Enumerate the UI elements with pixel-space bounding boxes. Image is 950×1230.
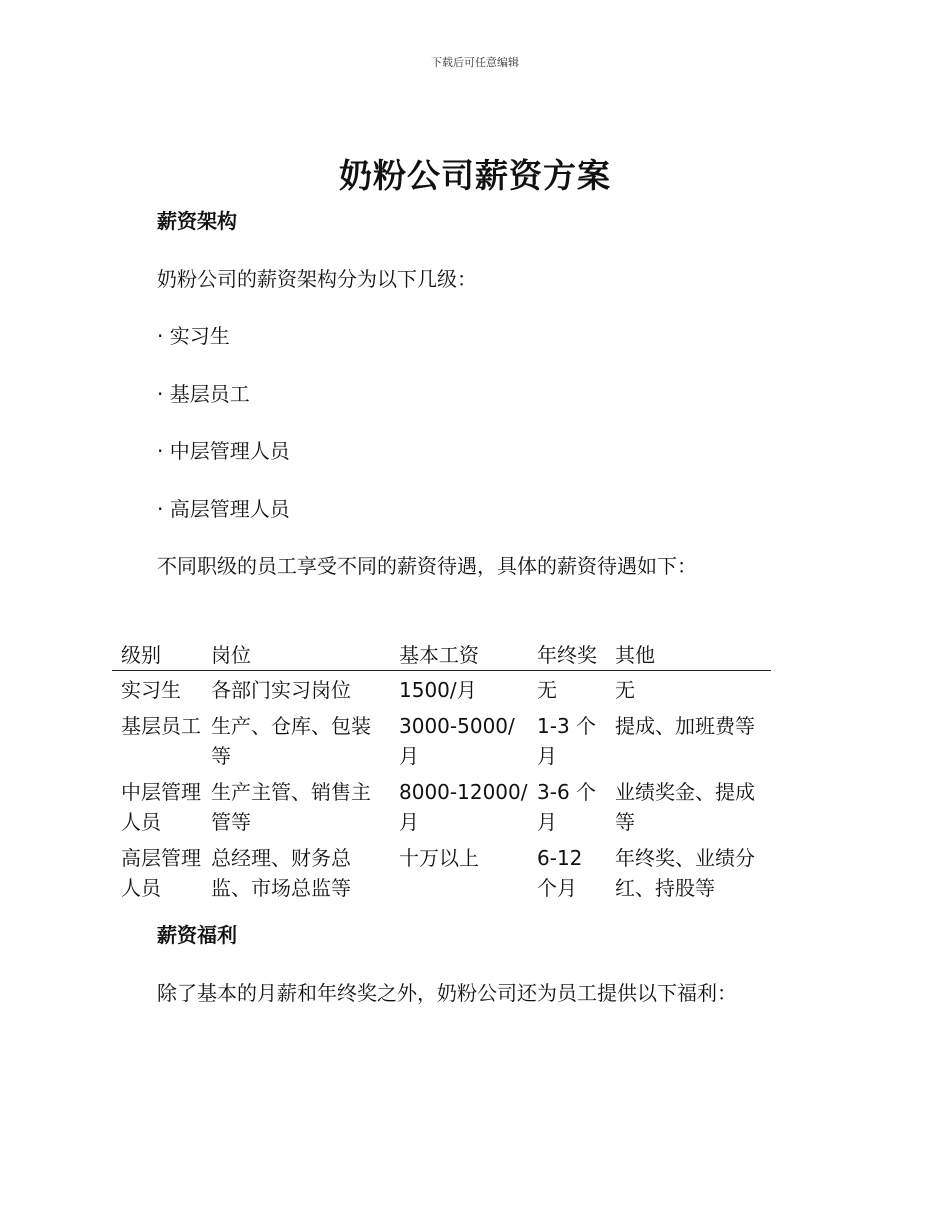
header-year-end-bonus: 年终奖: [528, 606, 606, 671]
header-other: 其他: [606, 606, 771, 671]
header-level: 级别: [112, 606, 202, 671]
cell-level: 实习生: [121, 678, 181, 702]
section-heading-benefits: 薪资福利: [157, 923, 237, 947]
header-position: 岗位: [202, 606, 390, 671]
level-item: · 中层管理人员: [157, 436, 290, 466]
cell-position: 生产主管、销售主管等: [211, 780, 371, 834]
cell-level: 中层管理人员: [121, 780, 201, 834]
level-item: · 实习生: [157, 321, 230, 351]
cell-base-salary: 8000-12000/月: [399, 780, 528, 834]
header-note: 下载后可任意编辑: [431, 56, 519, 69]
cell-level: 高层管理人员: [121, 846, 201, 900]
table-intro: 不同职级的员工享受不同的薪资待遇，具体的薪资待遇如下：: [157, 554, 697, 578]
level-item: · 高层管理人员: [157, 494, 290, 524]
cell-year-end-bonus: 无: [537, 678, 557, 702]
cell-base-salary: 十万以上: [399, 846, 479, 870]
cell-year-end-bonus: 1-3 个月: [537, 714, 597, 768]
table-row: [112, 772, 771, 838]
table-row: [112, 838, 771, 904]
cell-other: 业绩奖金、提成等: [615, 780, 755, 834]
cell-other: 提成、加班费等: [615, 714, 755, 738]
header-base-salary: 基本工资: [390, 606, 528, 671]
cell-year-end-bonus: 3-6 个月: [537, 780, 597, 834]
document-title: 奶粉公司薪资方案: [339, 156, 611, 195]
cell-level: 基层员工: [121, 714, 201, 738]
cell-base-salary: 1500/月: [399, 678, 477, 702]
cell-position: 各部门实习岗位: [211, 678, 351, 702]
cell-position: 生产、仓库、包装等: [211, 714, 371, 768]
level-item: · 基层员工: [157, 379, 250, 409]
cell-position: 总经理、财务总监、市场总监等: [211, 846, 351, 900]
table-row: [112, 671, 771, 707]
cell-other: 无: [615, 678, 635, 702]
cell-base-salary: 3000-5000/月: [399, 714, 515, 768]
cell-year-end-bonus: 6-12 个月: [537, 846, 583, 900]
structure-intro: 奶粉公司的薪资架构分为以下几级：: [157, 267, 477, 291]
table-row: [112, 706, 771, 772]
benefits-intro: 除了基本的月薪和年终奖之外，奶粉公司还为员工提供以下福利：: [157, 981, 737, 1005]
section-heading-structure: 薪资架构: [157, 209, 237, 233]
cell-other: 年终奖、业绩分红、持股等: [615, 846, 755, 900]
salary-table: [112, 606, 771, 904]
table-header-row: [112, 606, 771, 671]
